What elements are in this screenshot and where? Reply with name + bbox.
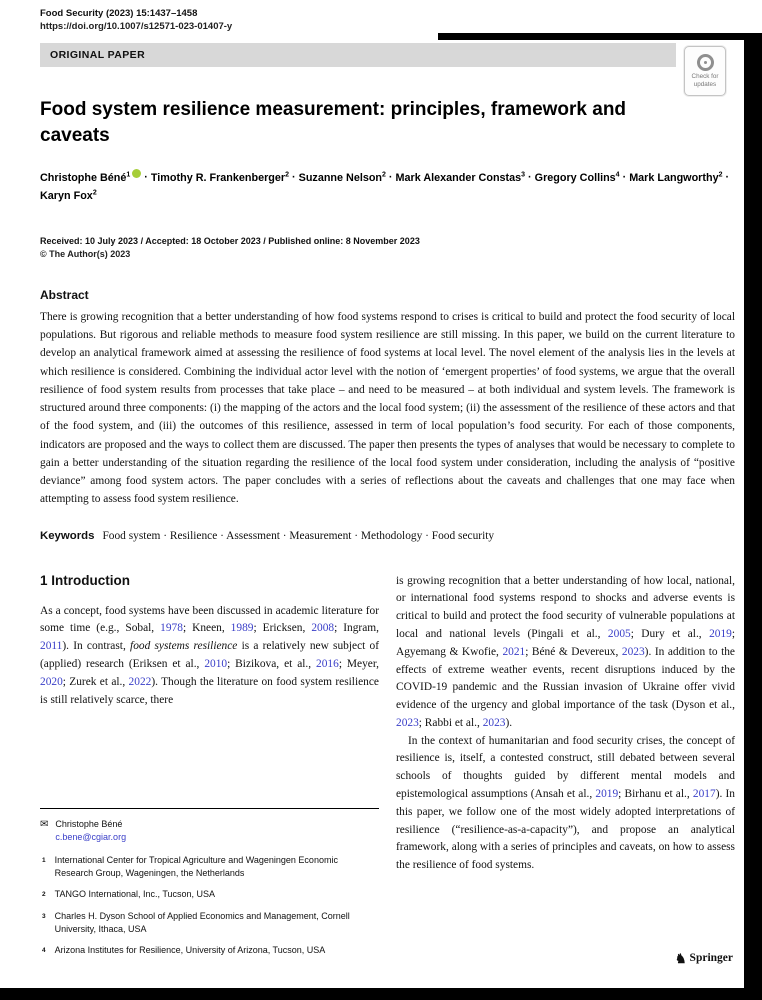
footnote-divider — [40, 808, 379, 809]
author-name: Suzanne Nelson$^2$ — [298, 171, 386, 184]
citation-link[interactable]: 2023 — [396, 716, 419, 729]
citation-link[interactable]: 2020 — [40, 675, 63, 688]
citation-link[interactable]: 2008 — [311, 622, 335, 635]
affiliation-marker: 4 — [42, 946, 46, 954]
citation-link[interactable]: 1978 — [160, 622, 183, 635]
affiliation-2 — [40, 888, 379, 901]
intro-paragraph-right-2: In the context of humanitarian and food security crises, the concept of resilience is, itself, a contested construct, still debated between several schools of thoughts guided by different mental models and epistemological assumptions (Ansah et al., 2019; Birhanu et al., 2017). In this paper, we follow one of the most widely adopted interpretations of resilience (“resilience-as-a-capacity”), and propose an analytical framework, along with a series of principles and caveats, on how to assess the resilience of food systems. — [396, 734, 735, 872]
authors-line: Christophe Béné$^1$ · Timothy R. Frankenberger$^2$ · Suzanne Nelson$^2$ · Mark Alexander Constas$^3$ · Gregory Collins$^4$ · Mark Langworthy$^2$ · Karyn Fox$^2$ — [40, 169, 735, 206]
affiliation-marker: 3 — [42, 912, 46, 920]
affiliation-3 — [40, 910, 379, 936]
citation-link[interactable]: 2005 — [607, 628, 631, 640]
intro-paragraph-right-1: is growing recognition that a better understanding of how local, national, or international food systems respond to shocks and adverse events is critical to build and protect the food security of vulnerable populations at local and national levels (Pingali et al., 2005; Dury et al., 2019; Agyemang & Kwofie, 2021; Béné & Devereux, 2023). In addition to the effects of extreme weather events, recent disruptions induced by the COVID-19 pandemic and the Russian invasion of Ukraine offer vivid evidence of the urgency and global importance of the task (Dyson et al., 2023; Rabbi et al., 2023). — [396, 574, 736, 729]
author-name: Gregory Collins$^4$ — [534, 171, 620, 184]
author-name: Mark Alexander Constas$^3$ — [395, 171, 526, 184]
section-heading-introduction: 1 Introduction — [40, 572, 130, 588]
scan-edge-right — [744, 34, 762, 1000]
received-accepted-dates: Received: 10 July 2023 / Accepted: 18 October 2023 / Published online: 8 November 2023 — [40, 235, 420, 246]
footnote-block — [40, 808, 379, 964]
author-name: Karyn Fox$^2$ — [40, 189, 97, 203]
check-updates-label: Check for updates — [691, 73, 719, 88]
check-for-updates-badge[interactable] — [684, 46, 726, 96]
citation-link[interactable]: 2019 — [709, 628, 732, 640]
doi-link[interactable]: https://doi.org/10.1007/s12571-023-01407-y — [40, 20, 233, 32]
journal-reference: Food Security (2023) 15:1437–1458 — [40, 8, 198, 19]
paper-title: Food system resilience measurement: principles, framework and caveats — [40, 99, 627, 147]
keywords-list: Food system · Resilience · Assessment · Measurement · Methodology · Food security — [102, 529, 495, 542]
affiliation-text: Charles H. Dyson School of Applied Economics and Management, Cornell University, Ithaca, USA — [54, 910, 350, 934]
citation-link[interactable]: 2010 — [204, 658, 228, 670]
correspondence — [40, 818, 379, 844]
keywords-label: Keywords — [40, 529, 95, 542]
author-name: Timothy R. Frankenberger$^2$ — [150, 171, 290, 184]
article-type-banner: ORIGINAL PAPER — [40, 43, 676, 67]
citation-link[interactable]: 2019 — [595, 788, 619, 801]
envelope-icon: ✉ — [40, 819, 49, 831]
springer-horse-icon: ♞ — [674, 950, 687, 966]
scan-edge-bottom — [0, 988, 762, 1000]
citation-link[interactable]: 2011 — [40, 640, 63, 653]
left-column — [40, 573, 379, 965]
affiliation-text: International Center for Tropical Agriculture and Wageningen Economic Research Group, Wageningen, the Netherlands — [54, 855, 338, 879]
springer-logo — [675, 952, 733, 965]
right-column — [396, 573, 735, 965]
intro-paragraph-left: As a concept, food systems have been discussed in academic literature for some time (e.g., Sobal, 1978; Kneen, 1989; Ericksen, 2008; Ingram, 2011). In contrast, food systems resilience is a relatively new subject of (applied) research (Eriksen et al., 2010; Bizikova, et al., 2016; Meyer, 2020; Zurek et al., 2022). Though the literature on food system resilience is still relatively scarce, there — [40, 604, 380, 706]
springer-wordmark: Springer — [689, 952, 733, 965]
affiliation-1 — [40, 854, 379, 880]
citation-link[interactable]: 2017 — [692, 788, 716, 801]
scan-edge-top — [438, 33, 762, 40]
correspondence-name: Christophe Béné — [55, 819, 123, 830]
citation-link[interactable]: 2022 — [128, 675, 152, 688]
citation-link[interactable]: 2016 — [316, 658, 339, 670]
crossmark-icon — [697, 54, 714, 71]
abstract-heading: Abstract — [40, 287, 89, 302]
abstract-text: There is growing recognition that a better understanding of how food systems respond to crises is critical to build and protect the food security of local populations. But rigorous and reliable methods to measure food system resilience are still missing. In this paper, we build on the current literature to develop an analytical framework aimed at assessing the resilience of food systems at local level. The novel element of the analysis lies in the levels at which resilience is considered. Combining the individual actor level with the notion of ‘emergent properties’ of food systems, we argue that the overall resilience of food system results from processes that take place – and need to be measured – at both individual and system levels. The framework is structured around three components: (i) the mapping of the actors and the local food system; (ii) the assessment of the resilience of these actors and that of the food system, and (iii) the outcomes of this resilience, assessed in term of local population’s food security. For each of those components, indicators are proposed and the ways to collect them are discussed. The paper then presents the types of analyses that would be necessary to complete to gain a better understanding of the situation regarding the resilience of the local food system under consideration, including the analysis of “positive deviance” among food system actors. The paper concludes with a series of reflections about the caveats and challenges that one may face when attempting to assess food system resilience. — [40, 310, 735, 506]
orcid-icon[interactable] — [132, 169, 141, 178]
citation-link[interactable]: 2021 — [502, 645, 526, 658]
affiliation-text: TANGO International, Inc., Tucson, USA — [54, 889, 216, 900]
affiliation-text: Arizona Institutes for Resilience, University of Arizona, Tucson, USA — [54, 944, 326, 955]
keywords-line — [40, 530, 735, 542]
citation-link[interactable]: 2023 — [482, 716, 506, 729]
affiliation-marker: 1 — [42, 857, 46, 865]
affiliation-marker: 2 — [42, 891, 46, 899]
affiliation-4 — [40, 944, 379, 957]
citation-link[interactable]: 2023 — [621, 645, 645, 658]
copyright-line: © The Author(s) 2023 — [40, 249, 131, 260]
email-link[interactable]: c.bene@cgiar.org — [55, 832, 127, 843]
author-name: Christophe Béné$^1$ — [40, 171, 131, 184]
author-name: Mark Langworthy$^2$ — [629, 171, 723, 184]
citation-link[interactable]: 1989 — [230, 622, 254, 635]
